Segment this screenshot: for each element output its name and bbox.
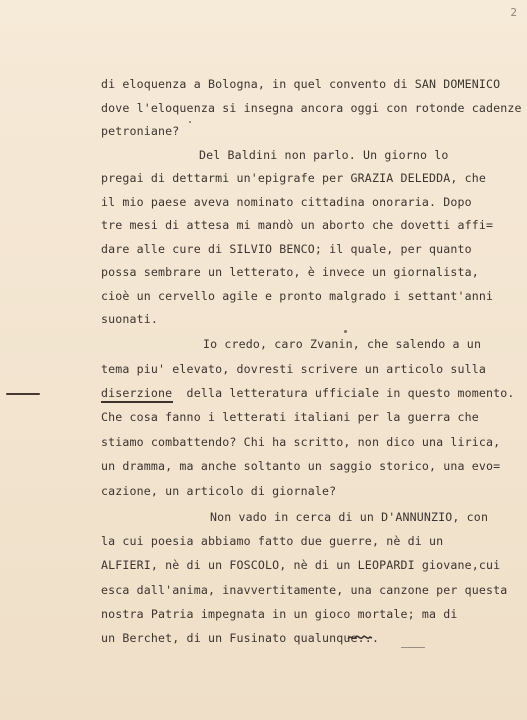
ink-scribble [347,632,373,642]
text-line: tema piu' elevato, dovresti scrivere un articolo sulla [101,362,487,376]
text-line: suonati. [101,312,159,326]
text-line: nostra Patria impegnata in un gioco mortale; ma di [101,607,458,621]
text-line: stiamo combattendo? Chi ha scritto, non dico una lirica, [101,435,501,449]
text-line: Io credo, caro Zvanin, che salendo a un [203,337,482,351]
text-line: la cui poesia abbiamo fatto due guerre, nè di un [101,534,444,548]
text-line: Che cosa fanno i letterati italiani per la guerra che [101,410,479,424]
text-line: Non vado in cerca di un D'ANNUNZIO, con [210,510,489,524]
text-line: petroniane? [101,124,180,138]
margin-pen-mark [6,393,40,395]
text-line: possa sembrare un letterato, è invece un giornalista, [101,265,479,279]
text-line: il mio paese aveva nominato cittadina onoraria. Dopo [101,195,472,209]
text-line: un dramma, ma anche soltanto un saggio storico, una evo= [101,459,501,473]
text-line: pregai di dettarmi un'epigrafe per GRAZIA DELEDDA, che [101,171,487,185]
ink-speck [344,330,347,333]
text-line: dare alle cure di SILVIO BENCO; il quale, per quanto [101,242,472,256]
underline-mark [101,401,173,403]
page-number: 2 [510,6,517,19]
underlined-text-line: diserzione della letteratura ufficiale in questo momento. [101,386,515,400]
text-line: Del Baldini non parlo. Un giorno lo [199,148,449,162]
text-line: tre mesi di attesa mi mandò un aborto che dovetti affi= [101,218,494,232]
text-line: esca dall'anima, inavvertitamente, una canzone per questa [101,583,508,597]
text-line: dove l'eloquenza si insegna ancora oggi con rotonde cadenze [101,101,522,115]
text-line: cioè un cervello agile e pronto malgrado i settant'anni [101,289,494,303]
text-line: ALFIERI, nè di un FOSCOLO, nè di un LEOPARDI giovane,cui [101,558,501,572]
faint-mark [401,647,425,648]
text-line: cazione, un articolo di giornale? [101,484,337,498]
ink-speck [189,121,191,123]
text-line: un Berchet, di un Fusinato qualunque... [101,631,380,645]
text-line: di eloquenza a Bologna, in quel convento di SAN DOMENICO [101,77,501,91]
